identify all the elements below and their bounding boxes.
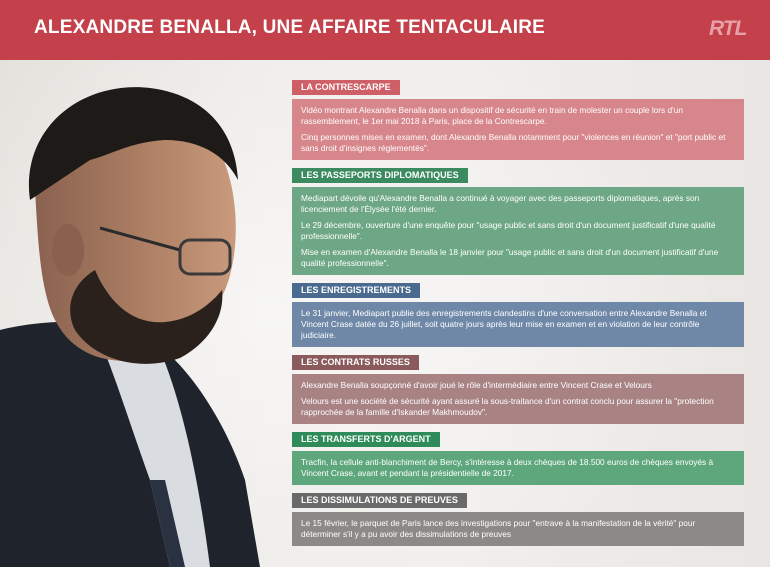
section-card	[292, 374, 744, 424]
section-label: LES PASSEPORTS DIPLOMATIQUES	[292, 168, 468, 183]
section-card	[292, 512, 744, 546]
header-banner	[0, 0, 770, 60]
section-label: LES ENREGISTREMENTS	[292, 283, 420, 298]
section-1	[292, 77, 744, 160]
section-paragraph: Le 29 décembre, ouverture d'une enquête pour "usage public et sans droit d'un document justificatif d'une qualité professionnelle".	[301, 220, 716, 241]
section-paragraph: Mise en examen d'Alexandre Benalla le 18 janvier pour "usage public et sans droit d'un document justificatif d'une qualité professionnelle".	[301, 247, 719, 268]
section-paragraph: Mediapart dévoile qu'Alexandre Benalla a continué à voyager avec des passeports diplomatiques, après son licenciement de l'Élysée l'été dernier.	[301, 193, 700, 214]
section-2	[292, 165, 744, 275]
section-label: LES CONTRATS RUSSES	[292, 355, 419, 370]
section-3	[292, 280, 744, 347]
page-title: ALEXANDRE BENALLA, UNE AFFAIRE TENTACULAIRE	[34, 17, 546, 38]
section-paragraph: Alexandre Benalla soupçonné d'avoir joué le rôle d'intermédiaire entre Vincent Crase et Velours	[301, 380, 652, 390]
section-paragraph: Vidéo montrant Alexandre Benalla dans un dispositif de sécurité en train de molester un couple lors d'un rassemblement, le 1er mai 2018 à Paris, place de la Contrescarpe.	[301, 105, 683, 126]
section-paragraph: Cinq personnes mises en examen, dont Alexandre Benalla notamment pour "violences en réunion" et "port public et sans droit d'insignes réglementés".	[301, 132, 726, 153]
section-paragraph: Le 15 février, le parquet de Paris lance des investigations pour "entrave à la manifestation de la vérité" pour déterminer s'il y a pu avoir des dissimulations de preuves	[301, 518, 696, 539]
section-paragraph: Tracfin, la cellule anti-blanchiment de Bercy, s'intéresse à deux chèques de 18.500 euros de chèques envoyés à Vincent Crase, avant et pendant la présidentielle de 2017.	[301, 457, 714, 478]
section-5	[292, 429, 744, 485]
section-card	[292, 302, 744, 347]
section-4	[292, 352, 744, 424]
rtl-logo: RTL	[709, 17, 747, 40]
section-card	[292, 451, 744, 485]
section-paragraph: Velours est une société de sécurité ayant assuré la sous-traitance d'un contrat conclu pour assurer la "protection rapprochée de la famille d'Iskander Makhmoudov".	[301, 396, 714, 417]
section-card	[292, 99, 744, 160]
section-label: LES TRANSFERTS D'ARGENT	[292, 432, 440, 447]
section-label: LA CONTRESCARPE	[292, 80, 400, 95]
section-card	[292, 187, 744, 275]
section-paragraph: Le 31 janvier, Mediapart publie des enregistrements clandestins d'une conversation entre Alexandre Benalla et Vincent Crase datée du 26 juillet, soit quatre jours après leur mise en examen et en violation de leur contrôle judiciaire.	[301, 308, 707, 340]
timeline	[292, 77, 744, 551]
section-label: LES DISSIMULATIONS DE PREUVES	[292, 493, 467, 508]
section-6	[292, 490, 744, 546]
